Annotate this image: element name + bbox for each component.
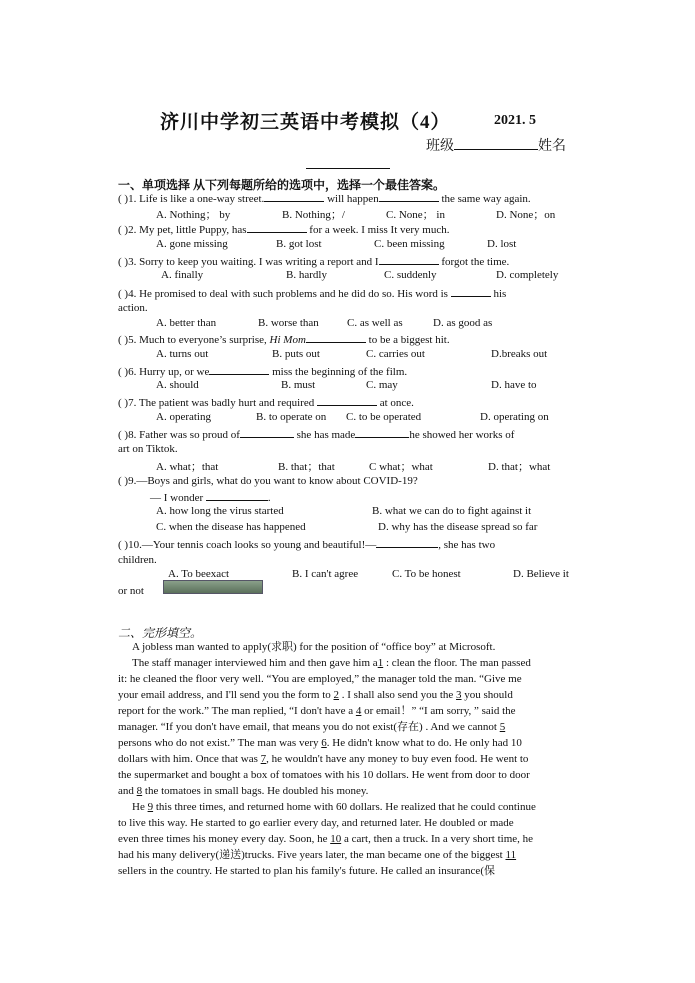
passage-line-14: had his many delivery(递送)trucks. Five years later, the man became one of the biggest 11 <box>118 849 517 861</box>
q9-option-d: D. why has the disease spread so far <box>378 521 538 533</box>
inserted-image <box>163 580 263 594</box>
q8-option-a: A. what；that <box>156 461 219 473</box>
section1-heading: 一、单项选择 从下列每题所给的选项中，选择一个最佳答案。 <box>118 178 446 192</box>
passage-line-5: report for the work.” The man replied, “I don't have a 4 or email！” “I am sorry, ” said the <box>118 705 516 717</box>
q3-option-b: B. hardly <box>286 269 327 281</box>
passage-line-2: The staff manager interviewed him and then gave him a1 : clean the floor. The man passed <box>132 657 531 669</box>
q9-option-b: B. what we can do to fight against it <box>372 505 532 517</box>
q2-option-a: A. gone missing <box>156 238 228 250</box>
q10-option-d: D. Believe it <box>513 568 569 580</box>
section2-heading: 二、完形填空。 <box>118 626 203 640</box>
question-4-cont: action. <box>118 302 148 314</box>
question-1: ( )1. Life is like a one-way street. will happen the same way again. <box>118 193 531 205</box>
passage-line-3: it: he cleaned the floor very well. “You are employed,” the manager told the man. “Give me <box>118 673 522 685</box>
q5-option-c: C. carries out <box>366 348 425 360</box>
q8-option-b: B. that；that <box>278 461 335 473</box>
q4-option-b: B. worse than <box>258 317 319 329</box>
passage-line-10: and 8 the tomatoes in small bags. He doubled his money. <box>118 785 369 797</box>
q6-option-b: B. must <box>281 379 316 391</box>
blank-1: 1 <box>377 657 384 669</box>
question-10: ( )10.—Your tennis coach looks so young and beautiful!— , she has two <box>118 539 496 551</box>
class-label: 班级 <box>426 139 454 154</box>
name-label: 姓名 <box>538 139 566 154</box>
passage-line-8: dollars with him. Once that was 7, he wouldn't have any money to buy even food. He went to <box>118 753 529 765</box>
q9-option-c: C. when the disease has happened <box>156 521 306 533</box>
q1-option-a: A. Nothing； by <box>156 209 231 221</box>
q5-option-a: A. turns out <box>156 348 209 360</box>
q4-option-a: A. better than <box>156 317 217 329</box>
passage-line-1: A jobless man wanted to apply(求职) for the position of “office boy” at Microsoft. <box>132 641 496 653</box>
q2-option-c: C. been missing <box>374 238 445 250</box>
q1-option-b: B. Nothing；/ <box>282 209 345 221</box>
q2-option-b: B. got lost <box>276 238 322 250</box>
question-10-tail: or not <box>118 585 144 597</box>
q3-option-c: C. suddenly <box>384 269 437 281</box>
q4-option-c: C. as well as <box>347 317 403 329</box>
passage-line-11: He 9 this three times, and returned home with 60 dollars. He realized that he could continue <box>132 801 536 813</box>
q6-option-c: C. may <box>366 379 398 391</box>
q8-option-d: D. that；what <box>488 461 551 473</box>
question-2: ( )2. My pet, little Puppy, has for a week. I miss It very much. <box>118 224 450 236</box>
page-title: 济川中学初三英语中考模拟（4） <box>160 112 451 133</box>
exam-date: 2021. 5 <box>494 113 536 128</box>
class-name-line <box>426 135 566 155</box>
name-blank <box>306 168 390 169</box>
question-9: ( )9.—Boys and girls, what do you want to know about COVID-19? <box>118 475 418 487</box>
q10-option-a: A. To beexact <box>168 568 230 580</box>
blank-7: 7 <box>260 753 267 765</box>
q1-option-c: C. None； in <box>386 209 445 221</box>
q5-option-d: D.breaks out <box>491 348 548 360</box>
blank-9: 9 <box>147 801 154 813</box>
q7-option-a: A. operating <box>156 411 211 423</box>
blank-10: 10 <box>330 833 342 845</box>
question-6: ( )6. Hurry up, or we miss the beginning of the film. <box>118 366 408 378</box>
question-9-reply: — I wonder . <box>150 492 271 504</box>
blank-5: 5 <box>499 721 506 733</box>
passage-line-6: manager. “If you don't have email, that means you do not exist(存在) . And we cannot 5 <box>118 721 506 733</box>
blank-11: 11 <box>505 849 517 861</box>
q6-option-a: A. should <box>156 379 199 391</box>
q3-option-a: A. finally <box>161 269 204 281</box>
passage-line-15: sellers in the country. He started to plan his family's future. He called an insurance(保 <box>118 865 495 877</box>
passage-line-4: your email address, and I'll send you the form to 2 . I shall also send you the 3 you should <box>118 689 513 701</box>
passage-line-7: persons who do not exist.” The man was very 6. He didn't know what to do. He only had 10 <box>118 737 522 749</box>
q3-option-d: D. completely <box>496 269 559 281</box>
question-5: ( )5. Much to everyone’s surprise, Hi Mom to be a biggest hit. <box>118 334 450 346</box>
passage-line-12: to live this way. He started to go earlier every day, and returned later. He doubled or made <box>118 817 514 829</box>
class-blank <box>454 139 538 150</box>
q8-option-c: C what；what <box>369 461 433 473</box>
q5-option-b: B. puts out <box>272 348 320 360</box>
question-8: ( )8. Father was so proud of she has made he showed her works of <box>118 429 515 441</box>
question-7: ( )7. The patient was badly hurt and required at once. <box>118 397 414 409</box>
question-10-cont: children. <box>118 554 157 566</box>
passage-line-13: even three times his money every day. Soon, he 10 a cart, then a truck. In a very short time, he <box>118 833 534 845</box>
question-4: ( )4. He promised to deal with such problems and he did do so. His word is his <box>118 288 507 300</box>
blank-8: 8 <box>136 785 143 797</box>
q2-option-d: D. lost <box>487 238 517 250</box>
passage-line-9: the supermarket and bought a box of tomatoes with his 10 dollars. He went from door to door <box>118 769 530 781</box>
blank-2: 2 <box>333 689 340 701</box>
q1-option-d: D. None；on <box>496 209 556 221</box>
q4-option-d: D. as good as <box>433 317 493 329</box>
q10-option-c: C. To be honest <box>392 568 461 580</box>
q7-option-d: D. operating on <box>480 411 549 423</box>
q9-option-a: A. how long the virus started <box>156 505 284 517</box>
q6-option-d: D. have to <box>491 379 537 391</box>
q7-option-c: C. to be operated <box>346 411 422 423</box>
blank-3: 3 <box>456 689 462 701</box>
blank-4: 4 <box>355 705 362 717</box>
question-8-cont: art on Tiktok. <box>118 443 178 455</box>
q7-option-b: B. to operate on <box>256 411 327 423</box>
question-3: ( )3. Sorry to keep you waiting. I was writing a report and I forgot the time. <box>118 256 510 268</box>
q10-option-b: B. I can't agree <box>292 568 359 580</box>
blank-6: 6 <box>321 737 327 749</box>
